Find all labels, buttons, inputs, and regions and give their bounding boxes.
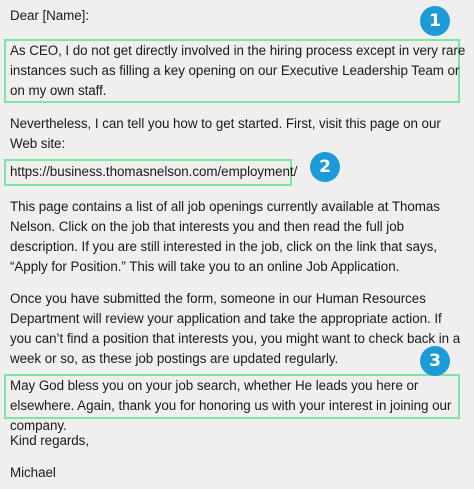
number-badge-2: 2 [310,152,340,182]
paragraph-job-openings: This page contains a list of all job openings currently available at Thomas Nelson. Click on the job that interests you and then read the full job description. If you are still interested in the job, click on the link that says, “Apply for Position.” This will take you to an online Job Application. [10,199,440,274]
paragraph-get-started: Nevertheless, I can tell you how to get started. First, visit this page on our Web site: [10,116,441,151]
closing: Kind regards, [10,433,89,448]
greeting: Dear [Name]: [10,8,90,23]
number-badge-1: 1 [420,6,450,36]
paragraph-blessing: May God bless you on your job search, whether He leads you here or elsewhere. Again, thank you for honoring us with your interest in joining our company. [10,378,452,433]
paragraph-after-submission: Once you have submitted the form, someone in our Human Resources Department will review your application and take the appropriate action. If you can’t find a position that interests you, you might want to check back in a week or so, as these job postings are updated regularly. [10,291,461,366]
employment-url-link[interactable]: https://business.thomasnelson.com/employment/ [10,164,298,179]
paragraph-ceo-intro: As CEO, I do not get directly involved in the hiring process except in very rare instances such as filling a key opening on our Executive Leadership Team or on my own staff. [10,43,466,98]
number-badge-3: 3 [420,346,450,376]
employment-url-line [10,162,466,182]
signature: Michael [10,465,56,480]
